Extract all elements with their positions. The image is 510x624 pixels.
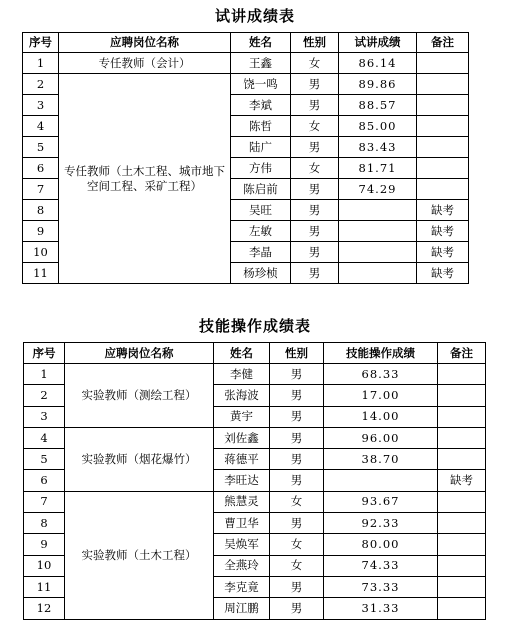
note — [417, 179, 469, 200]
score: 73.33 — [324, 576, 438, 597]
gender: 男 — [270, 598, 324, 619]
candidate-name: 吴焕军 — [214, 534, 270, 555]
col-header-name: 姓名 — [231, 33, 291, 53]
row-number: 1 — [24, 364, 65, 385]
row-number: 4 — [23, 116, 59, 137]
col-header-score: 试讲成绩 — [339, 33, 417, 53]
candidate-name: 杨珍桢 — [231, 263, 291, 284]
score: 31.33 — [324, 598, 438, 619]
row-number: 11 — [23, 263, 59, 284]
row-number: 3 — [23, 95, 59, 116]
gender: 男 — [270, 449, 324, 470]
note — [438, 406, 486, 427]
score — [339, 242, 417, 263]
position-cell: 实验教师（烟花爆竹） — [65, 427, 214, 491]
row-number: 5 — [24, 449, 65, 470]
candidate-name: 李斌 — [231, 95, 291, 116]
position-cell: 实验教师（土木工程） — [65, 491, 214, 619]
gender: 男 — [270, 513, 324, 534]
row-number: 10 — [24, 555, 65, 576]
candidate-name: 李健 — [214, 364, 270, 385]
row-number: 8 — [24, 513, 65, 534]
row-number: 10 — [23, 242, 59, 263]
score: 85.00 — [339, 116, 417, 137]
col-header-no: 序号 — [24, 343, 65, 364]
gender: 女 — [270, 555, 324, 576]
table-row — [23, 74, 469, 95]
score: 14.00 — [324, 406, 438, 427]
table2-title: 技能操作成绩表 — [198, 317, 311, 335]
table-row — [24, 364, 486, 385]
candidate-name: 刘佐鑫 — [214, 427, 270, 448]
score: 92.33 — [324, 513, 438, 534]
gender: 男 — [291, 200, 339, 221]
row-number: 5 — [23, 137, 59, 158]
position-cell: 专任教师（会计） — [59, 53, 231, 74]
gender: 男 — [270, 470, 324, 491]
candidate-name: 吴旺 — [231, 200, 291, 221]
score: 38.70 — [324, 449, 438, 470]
candidate-name: 方伟 — [231, 158, 291, 179]
score: 17.00 — [324, 385, 438, 406]
note — [438, 534, 486, 555]
candidate-name: 陆广 — [231, 137, 291, 158]
col-header-note: 备注 — [438, 343, 486, 364]
gender: 男 — [291, 242, 339, 263]
row-number: 7 — [24, 491, 65, 512]
gender: 男 — [270, 576, 324, 597]
note — [417, 95, 469, 116]
col-header-position: 应聘岗位名称 — [59, 33, 231, 53]
note: 缺考 — [417, 200, 469, 221]
row-number: 9 — [24, 534, 65, 555]
gender: 男 — [291, 221, 339, 242]
gender: 男 — [291, 74, 339, 95]
gender: 男 — [291, 263, 339, 284]
gender: 女 — [270, 491, 324, 512]
score: 68.33 — [324, 364, 438, 385]
row-number: 2 — [23, 74, 59, 95]
row-number: 6 — [23, 158, 59, 179]
note — [438, 427, 486, 448]
gender: 男 — [291, 95, 339, 116]
row-number: 2 — [24, 385, 65, 406]
score: 74.29 — [339, 179, 417, 200]
score: 89.86 — [339, 74, 417, 95]
score — [324, 470, 438, 491]
note — [417, 158, 469, 179]
score: 88.57 — [339, 95, 417, 116]
candidate-name: 李旺达 — [214, 470, 270, 491]
note — [417, 74, 469, 95]
table-row — [24, 427, 486, 448]
candidate-name: 李克竟 — [214, 576, 270, 597]
note — [417, 116, 469, 137]
position-cell: 专任教师（土木工程、城市地下空间工程、采矿工程） — [59, 74, 231, 284]
candidate-name: 王鑫 — [231, 53, 291, 74]
note — [438, 598, 486, 619]
score: 80.00 — [324, 534, 438, 555]
gender: 女 — [270, 534, 324, 555]
note: 缺考 — [417, 263, 469, 284]
skill-score-table — [23, 342, 486, 620]
candidate-name: 陈启前 — [231, 179, 291, 200]
row-number: 6 — [24, 470, 65, 491]
gender: 男 — [291, 179, 339, 200]
row-number: 12 — [24, 598, 65, 619]
candidate-name: 熊慧灵 — [214, 491, 270, 512]
table1-title: 试讲成绩表 — [214, 7, 295, 25]
header-row — [23, 33, 469, 53]
candidate-name: 黄宇 — [214, 406, 270, 427]
gender: 男 — [270, 385, 324, 406]
candidate-name: 左敏 — [231, 221, 291, 242]
gender: 女 — [291, 158, 339, 179]
note: 缺考 — [438, 470, 486, 491]
note — [438, 364, 486, 385]
score: 81.71 — [339, 158, 417, 179]
col-header-position: 应聘岗位名称 — [65, 343, 214, 364]
note — [438, 491, 486, 512]
score: 96.00 — [324, 427, 438, 448]
candidate-name: 周江鹏 — [214, 598, 270, 619]
col-header-gender: 性别 — [291, 33, 339, 53]
gender: 男 — [291, 137, 339, 158]
candidate-name: 饶一鸣 — [231, 74, 291, 95]
lecture-score-table — [22, 32, 469, 284]
gender: 女 — [291, 116, 339, 137]
table-row — [24, 491, 486, 512]
row-number: 3 — [24, 406, 65, 427]
gender: 男 — [270, 406, 324, 427]
col-header-no: 序号 — [23, 33, 59, 53]
candidate-name: 李晶 — [231, 242, 291, 263]
candidate-name: 陈哲 — [231, 116, 291, 137]
row-number: 4 — [24, 427, 65, 448]
candidate-name: 全燕玲 — [214, 555, 270, 576]
score: 74.33 — [324, 555, 438, 576]
note — [438, 576, 486, 597]
gender: 女 — [291, 53, 339, 74]
note — [438, 513, 486, 534]
note — [417, 53, 469, 74]
gender: 男 — [270, 364, 324, 385]
row-number: 11 — [24, 576, 65, 597]
score: 83.43 — [339, 137, 417, 158]
candidate-name: 曹卫华 — [214, 513, 270, 534]
gender: 男 — [270, 427, 324, 448]
row-number: 1 — [23, 53, 59, 74]
score: 86.14 — [339, 53, 417, 74]
note — [417, 137, 469, 158]
header-row — [24, 343, 486, 364]
position-cell: 实验教师（测绘工程） — [65, 364, 214, 428]
col-header-name: 姓名 — [214, 343, 270, 364]
col-header-note: 备注 — [417, 33, 469, 53]
score — [339, 263, 417, 284]
score — [339, 200, 417, 221]
candidate-name: 张海波 — [214, 385, 270, 406]
score — [339, 221, 417, 242]
col-header-gender: 性别 — [270, 343, 324, 364]
note — [438, 385, 486, 406]
note: 缺考 — [417, 242, 469, 263]
score: 93.67 — [324, 491, 438, 512]
note: 缺考 — [417, 221, 469, 242]
note — [438, 555, 486, 576]
table-row — [23, 53, 469, 74]
col-header-score: 技能操作成绩 — [324, 343, 438, 364]
row-number: 8 — [23, 200, 59, 221]
row-number: 9 — [23, 221, 59, 242]
candidate-name: 蒋德平 — [214, 449, 270, 470]
note — [438, 449, 486, 470]
row-number: 7 — [23, 179, 59, 200]
